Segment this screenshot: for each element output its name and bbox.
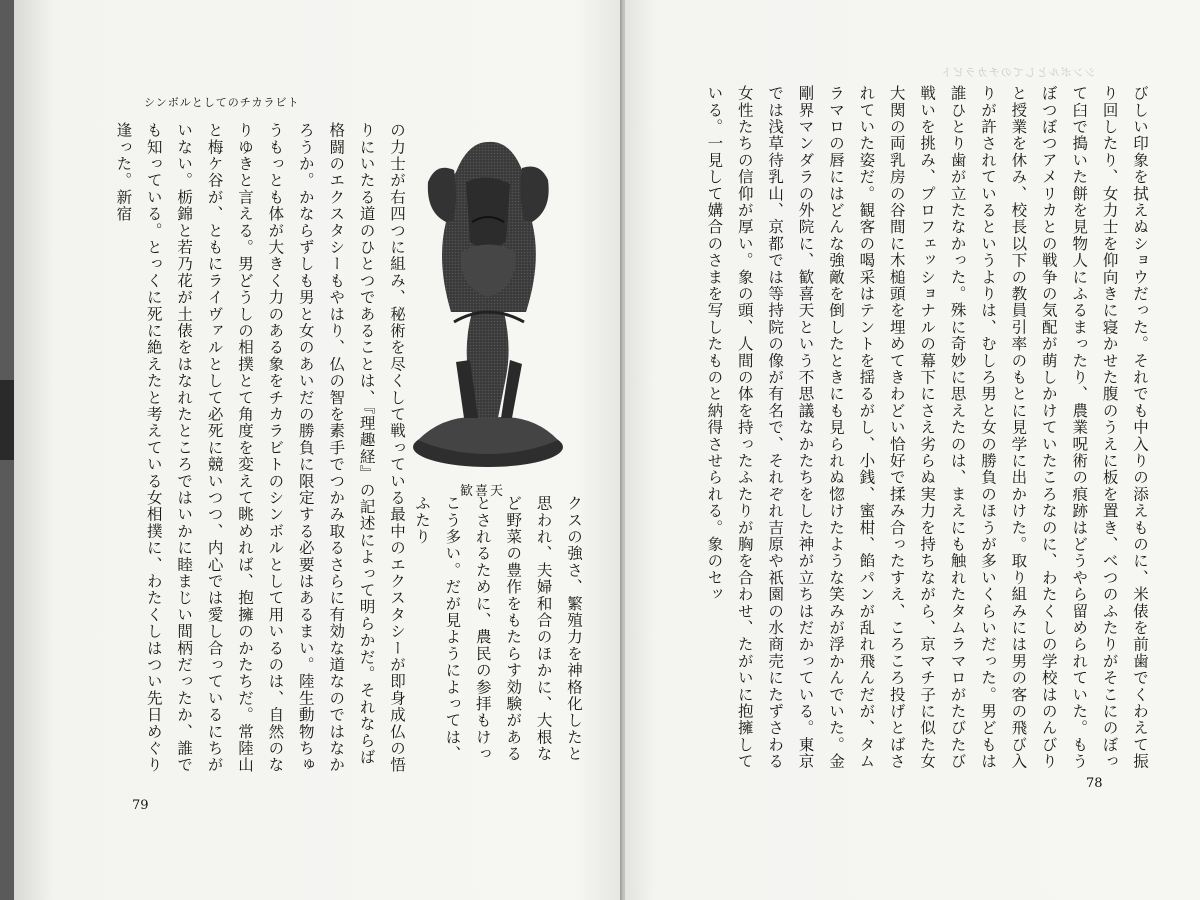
left-lower-text: クスの強さ、繁殖力を神格化したと思われ、夫婦和合のほかに、大根など野菜の豊作をもたらす効験があるとされるために、農民の参拝もけっこう多い。だが見ようによっては、ふたり bbox=[412, 495, 583, 763]
left-lower-text-column bbox=[409, 495, 589, 777]
left-upper-text: の力士が右四つに組み、秘術を尽くして戦っている最中のエクスタシーが即身成仏の悟りにいたる道のひとつであることは、『理趣経』の記述によって明らかだ。それならば格闘のエクスタシーもやはり、仏の智を素手でつかみ取るさらに有効な道なのではなかろうか。かならずしも男と女のあいだの勝負に限定する必要はあるまい。陸生動物ちゅうもっとも体が大きく力のある象をチカラビトのシンボルとして用いるのは、自然のなりゆきと言える。男どうしの相撲とて角度を変えて眺めれば、抱擁のかたちだ。常陸山と梅ケ谷が、ともにライヴァルとして必死に競いつつ、内心では愛し合っているにちがいない。栃錦と若乃花が土俵をはなれたところではいかに睦まじい間柄だったか、誰でも知っている。とっくに死に絶えたと考えている女相撲に、わたくしはつい先日めぐり逢った。新宿 bbox=[114, 122, 406, 774]
running-header: シンボルとしてのチカラビト bbox=[144, 96, 300, 109]
right-text-column bbox=[685, 85, 1155, 777]
ghost-header-bleedthrough: シンボルとしてのチカラビト bbox=[940, 66, 1096, 79]
left-page bbox=[14, 0, 622, 900]
statue-illustration bbox=[406, 122, 571, 472]
page-number-right: 78 bbox=[1086, 776, 1103, 791]
statue-caption: 歓喜天 bbox=[460, 484, 506, 499]
kangiten-statue-image bbox=[406, 122, 571, 472]
right-page bbox=[625, 0, 1200, 900]
right-text: びしい印象を拭えぬショウだった。それでも中入りの添えものに、米俵を前歯でくわえて振り回したり、女力士を仰向きに寝かせた腹のうえに板を置き、べつのふたりがそこにのぼって臼で搗いた餅を見物人にふるまったり、農業呪術の痕跡はどうやら留められていた。もうぼつぼつアメリカとの戦争の気配が萌しかけていたころなのに、わたくしの学校はのんびりと授業を休み、校長以下の教員引率のもとに見学に出かけた。取り組みには男の客の飛び入りが許されているというよりは、むしろ男と女の勝負のほうが多いくらいだった。男どもは誰ひとり歯が立たなかった。殊に奇妙に思えたのは、まえにも触れたタムラマロがたびたび戦いを挑み、プロフェッショナルの幕下にさえ劣らぬ実力を持ちながら、京マチ子に似た女大関の両乳房の谷間に木槌頭を埋めてきわどい恰好で揉み合ったすえ、ころころ投げとばされていた姿だ。観客の喝采はテントを揺るがし、小銭、蜜柑、餡パンが乱れ飛んだが、タムラマロの唇にはどんな強敵を倒したときにも見られぬ惚けたような笑みが浮かんでいた。金剛界マンダラの外院に、歓喜天という不思議なかたちをした神が立ちはだかっている。東京では浅草待乳山、京都では等持院の像が有名で、それぞれ吉原や祇園の水商売にたずさわる女性たちの信仰が厚い。象の頭、人間の体を持ったふたりが胸を合わせ、たがいに抱擁している。一見して媾合のさまを写したものと納得させられる。象のセッ bbox=[705, 85, 1149, 770]
left-upper-text-column bbox=[114, 122, 412, 777]
page-number-left: 79 bbox=[132, 798, 149, 813]
